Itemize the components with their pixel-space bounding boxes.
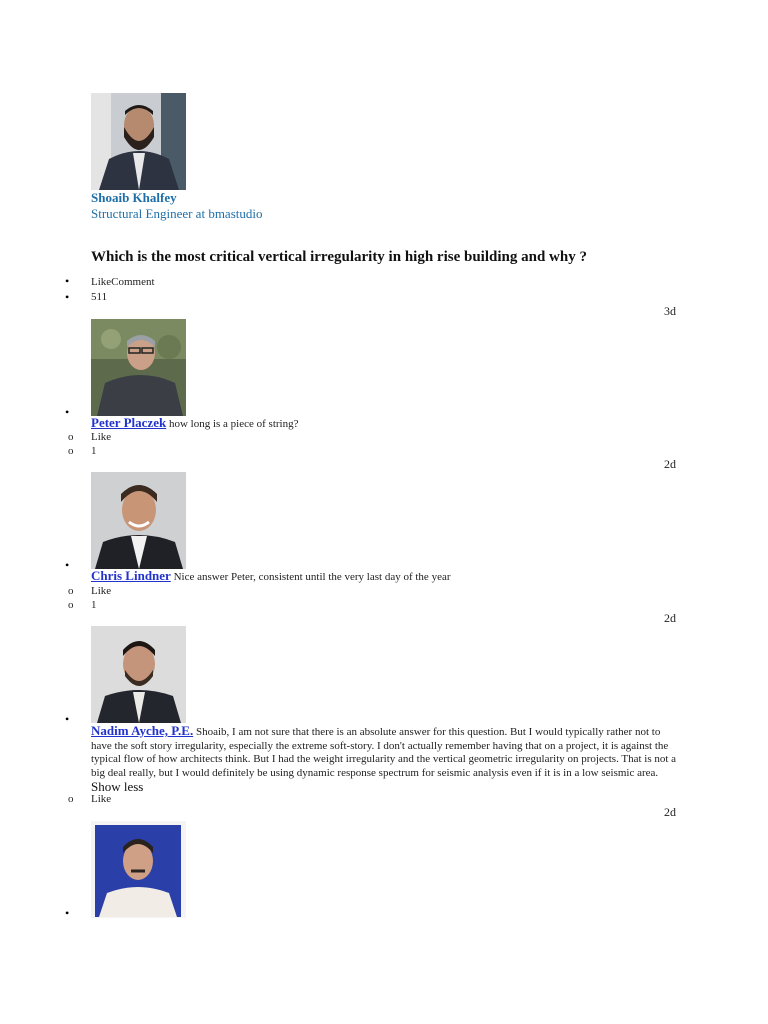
- bullet: •: [65, 712, 70, 726]
- like-comment-actions[interactable]: LikeComment: [91, 276, 155, 288]
- show-less-link[interactable]: Show less: [91, 779, 144, 794]
- like-count: 1: [91, 445, 97, 457]
- author-title: Structural Engineer at bmastudio: [91, 206, 263, 221]
- comment-timestamp: 2d: [664, 457, 676, 471]
- commenter-avatar[interactable]: [91, 319, 186, 416]
- like-button[interactable]: Like: [91, 431, 112, 443]
- question-heading: Which is the most critical vertical irregularity in high rise building and why ?: [91, 249, 587, 265]
- comment-timestamp: 2d: [664, 805, 676, 819]
- author-avatar[interactable]: [91, 93, 186, 190]
- sub-bullet: o: [68, 431, 74, 443]
- comment-body: [91, 569, 681, 585]
- commenter-avatar[interactable]: [91, 472, 186, 569]
- bullet: •: [65, 405, 70, 419]
- comment-text: Nice answer Peter, consistent until the very last day of the year: [173, 571, 451, 583]
- sub-bullet: o: [68, 445, 74, 457]
- sub-bullet: o: [68, 793, 74, 805]
- comment-timestamp: 3d: [664, 304, 676, 318]
- commenter-avatar-image: [91, 821, 186, 918]
- comment-body: [91, 724, 681, 796]
- author-name[interactable]: Shoaib Khalfey: [91, 190, 177, 205]
- author-avatar-image: [91, 93, 186, 190]
- commenter-name[interactable]: Chris Lindner: [91, 568, 171, 583]
- commenter-avatar[interactable]: [91, 626, 186, 723]
- comment-body: [91, 416, 681, 432]
- commenter-name[interactable]: Nadim Ayche, P.E.: [91, 723, 194, 738]
- comment-text: Shoaib, I am not sure that there is an absolute answer for this question. But I would typically rather not to have the soft story irregularity, especially the extreme soft-story. I don't actually remember having that on a project, it is against the typical flow of how architects think. But I had the weight irregularity and the vertical geometric irregularity on projects. That is not a big deal really, but I would definitely be using dynamic response spectrum for seismic analysis even if it is in a low seismic area.: [91, 726, 677, 779]
- commenter-name[interactable]: Peter Placzek: [91, 415, 167, 430]
- bullet: •: [65, 290, 70, 304]
- sub-bullet: o: [68, 585, 74, 597]
- bullet: •: [65, 558, 70, 572]
- sub-bullet: o: [68, 599, 74, 611]
- commenter-avatar-image: [91, 472, 186, 569]
- like-count: 1: [91, 599, 97, 611]
- like-button[interactable]: Like: [91, 585, 112, 597]
- comment-text: how long is a piece of string?: [168, 418, 299, 430]
- commenter-avatar[interactable]: [91, 821, 186, 918]
- bullet: •: [65, 906, 70, 920]
- post-stats: 511: [91, 291, 108, 303]
- comment-timestamp: 2d: [664, 611, 676, 625]
- bullet: •: [65, 274, 70, 288]
- commenter-avatar-image: [91, 319, 186, 416]
- like-button[interactable]: Like: [91, 793, 112, 805]
- commenter-avatar-image: [91, 626, 186, 723]
